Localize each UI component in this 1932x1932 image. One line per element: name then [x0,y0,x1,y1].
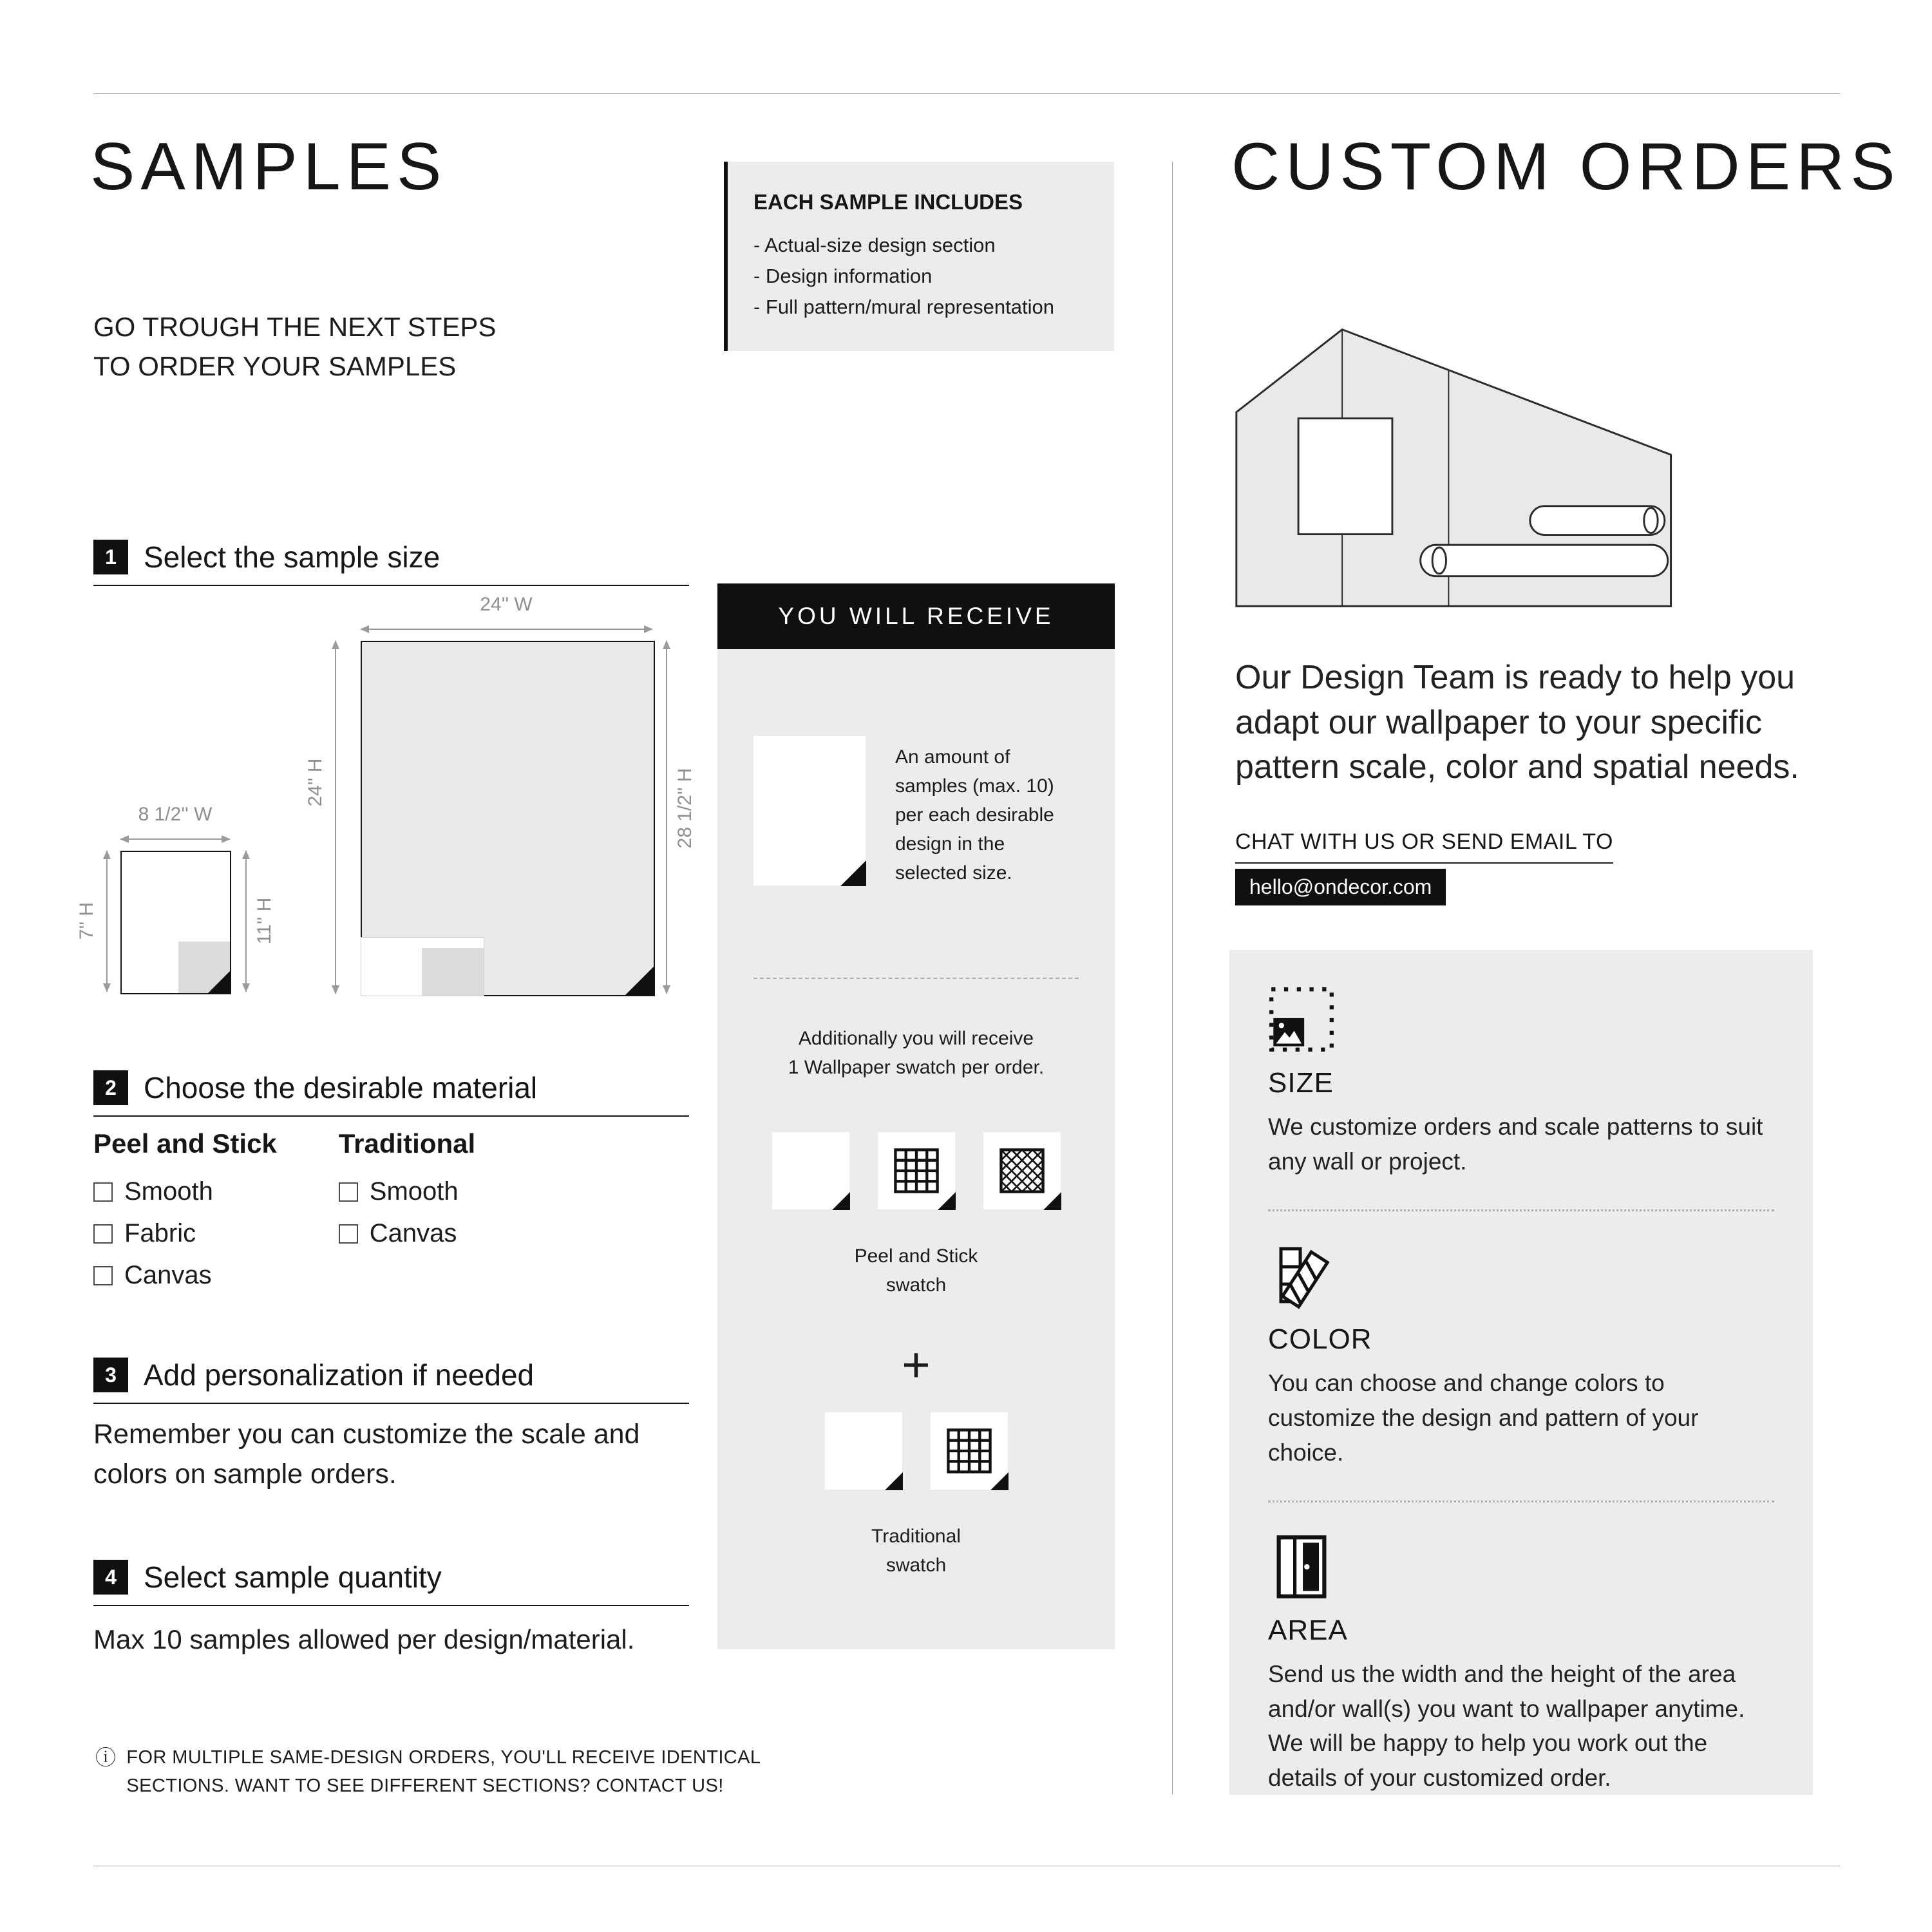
peel-and-stick-title: Peel and Stick [93,1128,277,1159]
plain-swatch-icon [825,1412,902,1490]
feature-area-heading: AREA [1268,1615,1348,1647]
dashed-divider [753,978,1079,979]
dim-line-large-width [361,629,652,630]
custom-orders-title: CUSTOM ORDERS [1231,129,1901,204]
dim-label-large-left-height: 24'' H [305,758,326,807]
small-sample-rect [120,851,231,994]
material-option-fabric [93,1219,277,1248]
peel-and-stick-column [93,1128,277,1303]
fold-corner-icon [885,1472,903,1490]
swatch-label-line: swatch [886,1555,947,1576]
step-1-header [93,540,689,586]
house-icon [1233,322,1683,615]
each-sample-includes-box [724,162,1114,351]
column-divider [1172,162,1173,1794]
info-icon: ⓘ [95,1746,117,1769]
plus-sign: + [902,1338,931,1392]
crosshatch-pattern [998,1146,1046,1195]
step-2-label: Choose the desirable material [144,1071,538,1104]
dim-line-small-left-height [106,851,108,992]
receive-panel-body [717,649,1115,1649]
contact-label: CHAT WITH US OR SEND EMAIL TO [1235,829,1613,864]
checkbox-icon [339,1224,358,1244]
email-badge: hello@ondecor.com [1235,869,1446,905]
you-will-receive-panel [717,583,1115,1649]
dotted-divider [1268,1209,1774,1211]
checkbox-icon [93,1266,113,1285]
peel-and-stick-swatch-row [753,1132,1079,1209]
dim-line-small-width [120,838,230,840]
material-option-label: Smooth [124,1177,213,1206]
feature-area [1268,1533,1774,1795]
material-option-label: Smooth [369,1177,459,1206]
material-option-canvas [339,1219,475,1248]
fold-corner-icon [990,1472,1009,1490]
grid-swatch-icon [878,1132,955,1209]
step-4-header [93,1560,689,1606]
wall-area-icon [1268,1533,1774,1600]
dim-label-small-width: 8 1/2'' W [138,804,213,825]
fold-corner-icon [938,1192,956,1210]
grid-pattern [945,1426,994,1475]
feature-color [1268,1242,1774,1470]
fold-corner-icon [625,966,654,996]
checkbox-icon [339,1182,358,1202]
footnote [95,1744,761,1800]
dotted-divider [1268,1501,1774,1502]
dim-label-small-right-height: 11'' H [254,897,275,945]
material-option-label: Fabric [124,1219,196,1247]
feature-color-text: You can choose and change colors to customize the design and pattern of your choice. [1268,1370,1699,1466]
sample-sheet-icon [753,736,866,886]
checkbox-icon [93,1182,113,1202]
plain-swatch-icon [772,1132,849,1209]
material-option-label: Canvas [124,1261,212,1289]
step-4-number: 4 [93,1560,128,1595]
dim-line-large-left-height [335,641,336,994]
dim-label-large-width: 24'' W [480,594,533,615]
material-option-smooth [339,1177,475,1206]
peel-and-stick-swatch-label [753,1242,1079,1300]
step-2-header [93,1070,689,1117]
feature-size [1268,986,1774,1179]
fold-corner-icon [832,1192,850,1210]
fold-corner-icon [1043,1192,1061,1210]
inner-sample-swatch [422,948,484,996]
fold-corner-icon [840,860,866,886]
samples-title: SAMPLES [90,129,448,204]
dim-line-large-right-height [666,641,667,994]
material-option-smooth [93,1177,277,1206]
fold-corner-icon [207,971,231,994]
size-icon [1268,986,1774,1053]
footnote-line2: SECTIONS. WANT TO SEE DIFFERENT SECTIONS? CONTACT US! [126,1775,724,1796]
footnote-line1: FOR MULTIPLE SAME-DESIGN ORDERS, YOU'LL RECEIVE IDENTICAL [126,1747,761,1768]
custom-orders-intro: Our Design Team is ready to help you adapt our wallpaper to your specific pattern scale, color and spatial needs. [1235,659,1799,786]
step-3-number: 3 [93,1358,128,1392]
swatch-label-line: Traditional [871,1526,961,1547]
feature-size-text: We customize orders and scale patterns to suit any wall or project. [1268,1113,1763,1175]
custom-features-panel [1229,950,1813,1795]
additional-line1: Additionally you will receive [798,1028,1034,1049]
step-3-label: Add personalization if needed [144,1358,535,1392]
feature-size-heading: SIZE [1268,1067,1334,1099]
swatch-label-line: Peel and Stick [854,1245,978,1267]
top-divider [93,93,1840,94]
includes-title: EACH SAMPLE INCLUDES [753,190,1023,214]
footnote-text [126,1744,761,1800]
color-swatches-icon [1268,1242,1774,1309]
grid-pattern [892,1146,941,1195]
includes-item: - Full pattern/mural representation [753,296,1054,319]
step-4-label: Select sample quantity [144,1560,442,1594]
contact-block [1235,829,1613,905]
traditional-swatch-label [753,1522,1079,1580]
includes-item: - Design information [753,265,933,288]
traditional-column [339,1128,475,1303]
wallpaper-room-illustration [1233,322,1683,615]
checkbox-icon [93,1224,113,1244]
step-2-number: 2 [93,1070,128,1105]
samples-intro-line1: GO TROUGH THE NEXT STEPS [93,312,497,342]
step-4-description: Max 10 samples allowed per design/material. [93,1624,635,1654]
feature-area-text: Send us the width and the height of the area and/or wall(s) you want to wallpaper anytime. We will be happy to help you work out the details of your customized order. [1268,1661,1745,1792]
step-1-number: 1 [93,540,128,574]
receive-panel-header: YOU WILL RECEIVE [717,583,1115,649]
samples-intro-line2: TO ORDER YOUR SAMPLES [93,350,457,381]
dim-label-small-left-height: 7'' H [76,902,97,940]
includes-item: - Actual-size design section [753,234,996,256]
step-3-description: Remember you can customize the scale and colors on sample orders. [93,1419,640,1490]
feature-color-heading: COLOR [1268,1323,1372,1356]
material-option-canvas [93,1261,277,1290]
large-sample-rect [361,641,655,996]
dim-label-large-right-height: 28 1/2'' H [674,768,696,849]
grid-swatch-icon [931,1412,1008,1490]
swatch-label-line: swatch [886,1274,947,1296]
material-options [93,1128,475,1303]
additional-line2: 1 Wallpaper swatch per order. [788,1057,1045,1078]
samples-intro [93,308,496,386]
sample-amount-row [753,736,1079,887]
crosshatch-swatch-icon [983,1132,1061,1209]
step-1-label: Select the sample size [144,540,440,574]
additional-swatch-text [753,1024,1079,1082]
step-3-header [93,1358,689,1404]
inner-sample-overlay [361,937,484,996]
traditional-swatch-row [753,1412,1079,1490]
sample-amount-text: An amount of samples (max. 10) per each desirable design in the selected size. [895,746,1054,884]
dim-line-small-right-height [245,851,247,992]
material-option-label: Canvas [369,1219,457,1247]
traditional-title: Traditional [338,1128,476,1159]
